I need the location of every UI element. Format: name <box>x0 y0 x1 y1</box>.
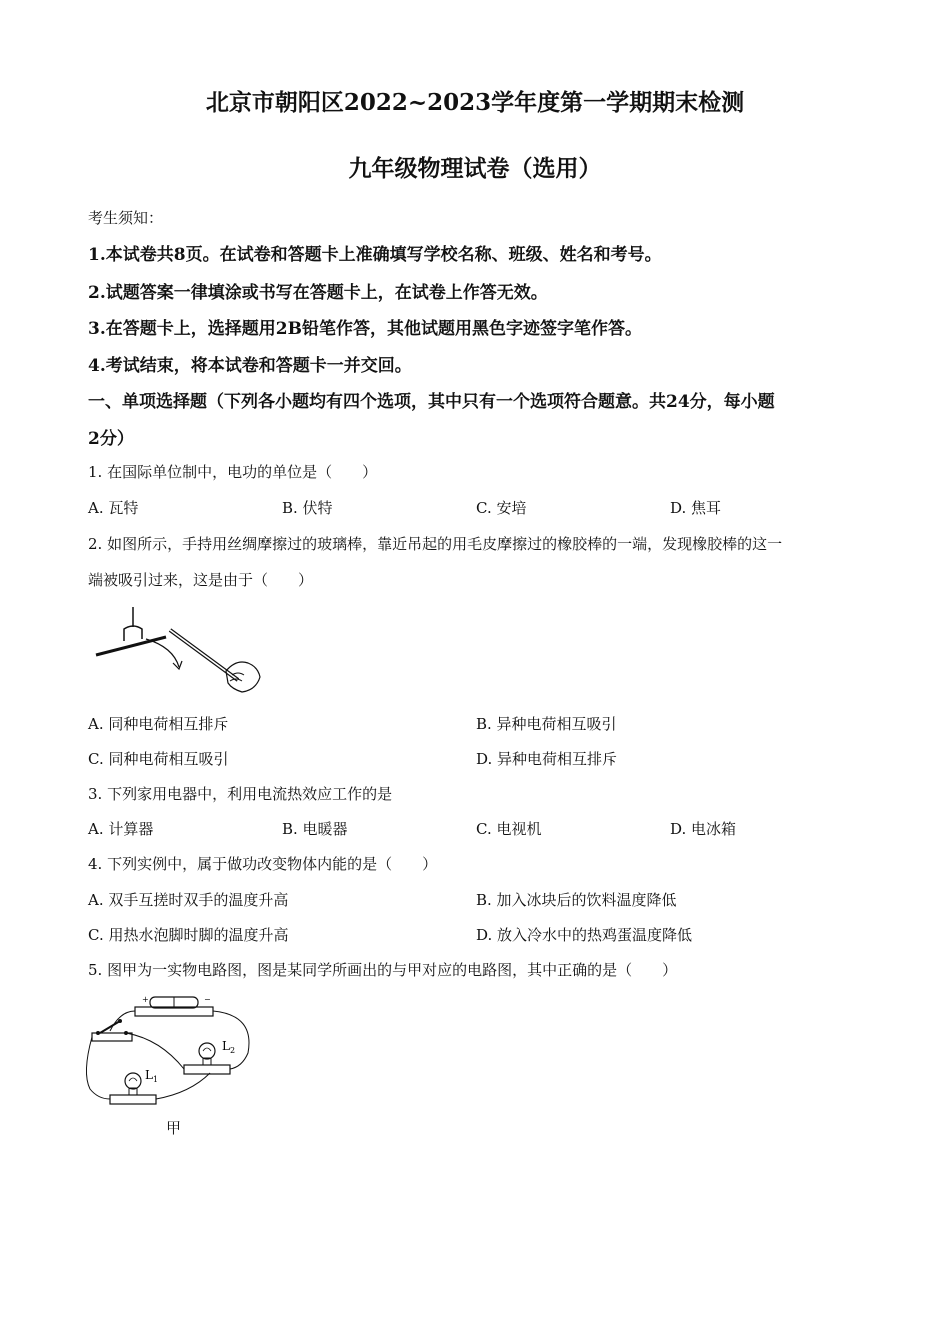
question-1-stem: 1. 在国际单位制中，电功的单位是（ ） <box>88 463 378 481</box>
svg-text:+: + <box>142 995 149 1004</box>
question-3-stem: 3. 下列家用电器中，利用电流热效应工作的是 <box>88 785 393 803</box>
question-4-stem: 4. 下列实例中，属于做功改变物体内能的是（ ） <box>88 855 438 873</box>
q2-option-c: C. 同种电荷相互吸引 <box>88 750 229 768</box>
notice-heading: 考生须知： <box>88 209 164 227</box>
q1-option-c: C. 安培 <box>476 499 527 517</box>
q1-option-a: A. 瓦特 <box>88 499 139 517</box>
notice-item-1: 1.本试卷共8页。在试卷和答题卡上准确填写学校名称、班级、姓名和考号。 <box>88 245 662 265</box>
q1-option-d: D. 焦耳 <box>670 499 722 517</box>
q4-option-d: D. 放入冷水中的热鸡蛋温度降低 <box>476 926 693 944</box>
exam-subtitle: 九年级物理试卷（选用） <box>348 155 602 182</box>
q4-option-b: B. 加入冰块后的饮料温度降低 <box>476 891 677 909</box>
q4-option-a: A. 双手互搓时双手的温度升高 <box>88 891 289 909</box>
q5-circuit-figure <box>80 993 260 1113</box>
section-heading-line1: 一、单项选择题（下列各小题均有四个选项，其中只有一个选项符合题意。共24分，每小题 <box>88 392 775 412</box>
exam-title: 北京市朝阳区2022~2023学年度第一学期期末检测 <box>205 89 745 116</box>
question-2-stem-line1: 2. 如图所示，手持用丝绸摩擦过的玻璃棒，靠近吊起的用毛皮摩擦过的橡胶棒的一端，发现橡胶棒的这一 <box>88 535 783 553</box>
q3-option-c: C. 电视机 <box>476 820 542 838</box>
question-2-stem-line2: 端被吸引过来，这是由于（ ） <box>88 571 314 589</box>
notice-item-3: 3.在答题卡上，选择题用2B铅笔作答，其他试题用黑色字迹签字笔作答。 <box>88 319 642 339</box>
q2-option-d: D. 异种电荷相互排斥 <box>476 750 618 768</box>
q4-option-c: C. 用热水泡脚时脚的温度升高 <box>88 926 289 944</box>
q3-option-d: D. 电冰箱 <box>670 820 737 838</box>
q3-option-b: B. 电暖器 <box>282 820 348 838</box>
q2-option-a: A. 同种电荷相互排斥 <box>88 715 229 733</box>
notice-item-4: 4.考试结束，将本试卷和答题卡一并交回。 <box>88 356 412 376</box>
q1-option-b: B. 伏特 <box>282 499 333 517</box>
question-5-stem: 5. 图甲为一实物电路图，图是某同学所画出的与甲对应的电路图，其中正确的是（ ） <box>88 961 678 979</box>
q3-option-a: A. 计算器 <box>88 820 154 838</box>
lamp-l2-label: $L_2$ <box>222 1039 236 1055</box>
lamp-l1-label: $L_1$ <box>145 1068 159 1084</box>
section-heading-line2: 2分） <box>88 429 134 449</box>
notice-item-2: 2.试题答案一律填涂或书写在答题卡上，在试卷上作答无效。 <box>88 283 548 303</box>
q2-rod-figure <box>88 605 268 700</box>
q5-figure-caption: 甲 <box>166 1119 182 1137</box>
svg-text:−: − <box>204 995 211 1004</box>
q2-option-b: B. 异种电荷相互吸引 <box>476 715 617 733</box>
